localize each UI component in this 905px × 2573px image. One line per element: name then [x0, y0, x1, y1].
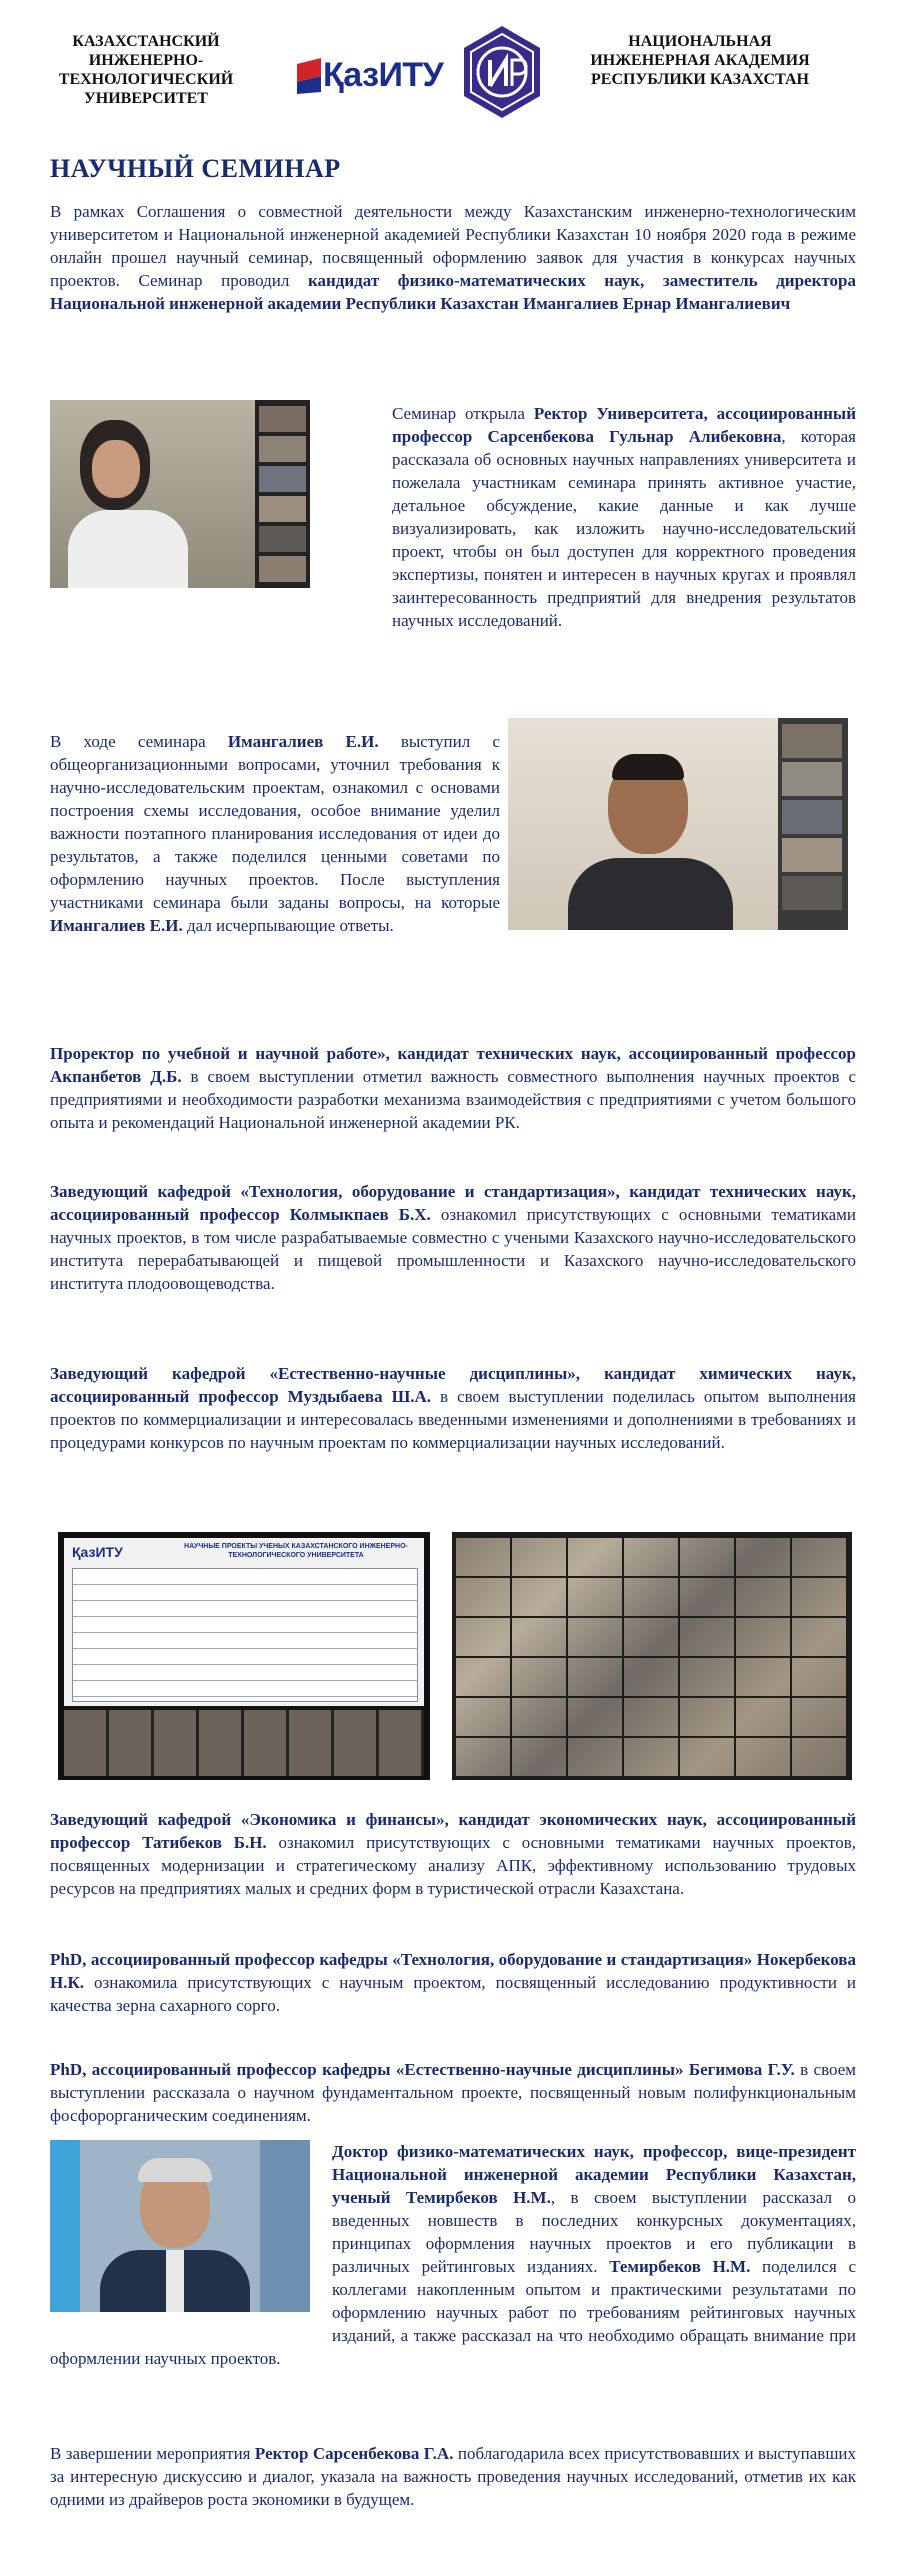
p11-body: поблагодарила всех присутствовавших и выступавших за интересную дискуссию и диалог, указала на важность проведения научных исследований, отметив их как одними из драйверов роста экономики в будущем.	[50, 2444, 857, 2509]
rector-name: Ректор Университета, ассоциированный профессор Сарсенбекова Гульнар Алибековна	[392, 404, 856, 446]
p10-end: поделился с коллегами накопленным опытом и практическими результатами по оформлению научных работ по требованиям рейтинговых научных изданий, а также рассказал на что необходимо обращать внимание при оформлении научных проектов.	[50, 2257, 856, 2368]
p11-lead: В завершении мероприятия	[50, 2444, 255, 2463]
kazitu-flag-icon	[295, 56, 325, 96]
p3-lead: В ходе семинара	[50, 732, 228, 751]
nokerbekova-title: PhD, ассоциированный профессор кафедры «Технология, оборудование и стандартизация» Нокербекова Н.К.	[50, 1950, 856, 1992]
nia-emblem-icon	[460, 24, 544, 120]
header	[0, 24, 905, 134]
muzdybaeva-paragraph	[50, 1362, 856, 1454]
muzdybaeva-title: Заведующий кафедрой «Естественно-научные дисциплины», кандидат химических наук, ассоциированный профессор Муздыбаева Ш.А.	[50, 1364, 856, 1406]
closing-paragraph	[50, 2442, 856, 2511]
slide-logo-text: ҚазИТУ	[72, 1544, 123, 1560]
rector-name-closing: Ректор Сарсенбекова Г.А.	[254, 2444, 454, 2463]
imangaliev-name: Имангалиев Е.И.	[227, 732, 379, 751]
p4-body: в своем выступлении отметил важность совместного выполнения научных проектов с предприятиями и необходимости разработки механизма взаимодействия с предприятиями с учетом большого опыта и рекомендаций Национальной инженерной академии РК.	[50, 1067, 856, 1132]
tatibekov-title: Заведующий кафедрой «Экономика и финансы», кандидат экономических наук, ассоциированный профессор Татибеков Б.Н.	[50, 1810, 856, 1852]
slide-screenshot-photo	[58, 1532, 430, 1780]
rector-opening-paragraph-a	[392, 402, 856, 632]
imangaliev-paragraph	[50, 730, 856, 956]
tatibekov-paragraph	[50, 1808, 856, 1900]
begimova-paragraph	[50, 2058, 856, 2127]
kolmykpaev-title: Заведующий кафедрой «Технология, оборудование и стандартизация», кандидат технических наук, ассоциированный профессор Колмыкпаев Б.Х.	[50, 1182, 856, 1224]
nokerbekova-paragraph	[50, 1948, 856, 2017]
akpanbetov-paragraph	[50, 1042, 856, 1134]
p3-end: дал исчерпывающие ответы.	[182, 916, 394, 935]
kazitu-logo-text: ҚазИТУ	[323, 56, 444, 94]
kazitu-org-name: КАЗАХСТАНСКИЙ ИНЖЕНЕРНО-ТЕХНОЛОГИЧЕСКИЙ УНИВЕРСИТЕТ	[58, 33, 234, 107]
p2-body: , которая рассказала об основных научных направлениях университета и пожелала участникам семинара принять активное участие, детальное обсуждение, какие данные и как лучше визуализировать, как изложить научно-исследовательский проект, чтобы он был доступен для корректного проведения экспертизы, понятен и интересен в научных кругах и проявлял заинтересованность предприятий для внедрения результатов научных исследований.	[392, 427, 856, 630]
intro-bold: кандидат физико-математических наук, заместитель директора Национальной инженерной академии Республики Казахстан Имангалиев Ернар Имангалиевич	[50, 271, 856, 313]
temirbekov-title: Доктор физико-математических наук, профессор, вице-президент Национальной инженерной академии Республики Казахстан, ученый Темирбеков Н.М.	[332, 2142, 856, 2207]
p8-body: ознакомила присутствующих с научным проектом, посвященный исследованию продуктивности и качества зерна сахарного сорго.	[50, 1973, 856, 2015]
p5-body: ознакомил присутствующих с основными тематиками научных проектов, в том числе разрабатываемые совместно с учеными Казахского научно-исследовательского института перерабатывающей и пищевой промышленности и Казахского научно-исследовательского института плодоовощеводства.	[50, 1205, 856, 1293]
kolmykpaev-paragraph	[50, 1180, 856, 1295]
intro-text: В рамках Соглашения о совместной деятельности между Казахстанским инженерно-технологическим университетом и Национальной инженерной академией Республики Казахстан 10 ноября 2020 года в режиме онлайн прошел научный семинар, посвященный оформлению заявок для участия в конкурсах научных проектов. Семинар проводил	[50, 202, 856, 290]
kazitu-logo	[295, 54, 455, 98]
p10-body: , в своем выступлении рассказал о введенных новшеств в последних конкурсных документациях, принципах оформления научных проектов и его публикации в различных рейтинговых изданиях.	[332, 2188, 856, 2276]
intro-paragraph	[50, 200, 856, 315]
begimova-title: PhD, ассоциированный профессор кафедры «Естественно-научные дисциплины» Бегимова Г.У.	[50, 2060, 795, 2079]
p6-body: в своем выступлении поделилась опытом выполнения проектов по коммерциализации и интересовалась введенными изменениями и дополнениями в требованиях и процедурами конкурсов по научным проектам по коммерциализации научных исследований.	[50, 1387, 856, 1452]
temirbekov-paragraph	[50, 2140, 856, 2370]
page-title: НАУЧНЫЙ СЕМИНАР	[50, 154, 341, 183]
imangaliev-name-2: Имангалиев Е.И.	[50, 916, 183, 935]
p9-body: в своем выступлении рассказала о научном фундаментальном проекте, посвященный новым полифункциональным фосфорорганическим соединениям.	[50, 2060, 857, 2125]
p2-lead: Семинар открыла	[392, 404, 534, 423]
rector-zoom-photo	[50, 400, 310, 588]
p3-body: выступил с общеорганизационными вопросами, уточнил требования к научно-исследовательским проектам, ознакомил с основами построения схемы исследования, особое внимание уделил важности поэтапного планирования исследования от идеи до результатов, а также поделился ценными советами по оформлению научных проектов. После выступления участниками семинара были заданы вопросы, на которые	[50, 732, 500, 912]
nia-org-name: НАЦИОНАЛЬНАЯ ИНЖЕНЕРНАЯ АКАДЕМИЯ РЕСПУБЛИКИ КАЗАХСТАН	[590, 33, 810, 88]
temirbekov-name-2: Темирбеков Н.М.	[609, 2257, 751, 2276]
zoom-gallery-photo	[452, 1532, 852, 1780]
akpanbetov-title: Проректор по учебной и научной работе», кандидат технических наук, ассоциированный профессор Акпанбетов Д.Б.	[50, 1044, 856, 1086]
slide-heading: НАУЧНЫЕ ПРОЕКТЫ УЧЕНЫХ КАЗАХСТАНСКОГО ИНЖЕНЕРНО-ТЕХНОЛОГИЧЕСКОГО УНИВЕРСИТЕТА	[184, 1543, 408, 1559]
p7-body: ознакомил присутствующих с основными тематиками научных проектов, посвященных модернизации и стратегическому анализу АПК, эффективному использованию трудовых ресурсов на предприятиях малых и средних форм в туристической отрасли Казахстана.	[50, 1833, 856, 1898]
